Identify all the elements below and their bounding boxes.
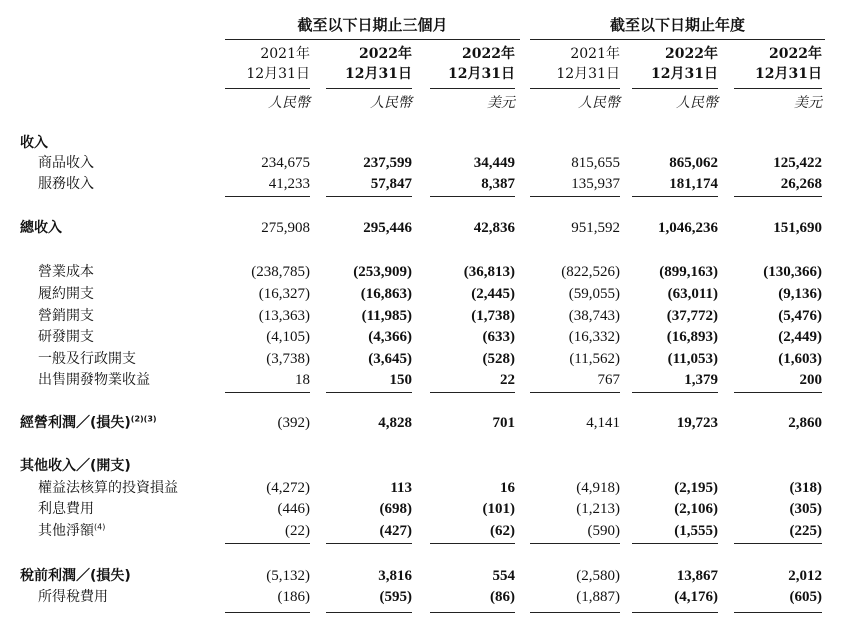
table-cell: 295,446 — [363, 220, 412, 236]
table-row — [0, 566, 846, 587]
table-cell: (37,772) — [666, 308, 718, 324]
table-cell: (2,445) — [471, 286, 515, 302]
table-cell: 767 — [597, 372, 620, 388]
subtotal-rule — [225, 392, 310, 393]
table-cell: (253,909) — [353, 264, 412, 280]
row-label — [38, 153, 94, 174]
subtotal-rule — [734, 543, 822, 544]
table-row — [0, 499, 846, 520]
row-label-text: 收入 — [20, 135, 48, 151]
column-date: 12月31日 — [755, 66, 822, 82]
table-cell: 34,449 — [473, 155, 515, 171]
row-label — [20, 413, 157, 434]
table-cell: (605) — [789, 589, 822, 605]
row-label — [38, 478, 178, 499]
bottom-rule — [530, 612, 620, 613]
table-cell: 2,012 — [788, 568, 822, 584]
table-cell: (427) — [379, 523, 412, 539]
table-cell: (1,887) — [576, 589, 620, 605]
row-label-text: 出售開發物業收益 — [38, 372, 150, 388]
table-cell: 234,675 — [261, 155, 310, 171]
group-title-quarter: 截至以下日期止三個月 — [297, 16, 448, 34]
subtotal-rule — [225, 196, 310, 197]
table-cell: (5,132) — [266, 568, 310, 584]
table-cell: (225) — [789, 523, 822, 539]
table-cell: 18 — [295, 372, 310, 388]
table-cell: 42,836 — [473, 220, 515, 236]
row-label-text: 其他淨額 — [38, 523, 94, 539]
column-year: 2022年 — [359, 46, 412, 62]
subtotal-rule — [225, 543, 310, 544]
table-cell: (1,603) — [778, 351, 822, 367]
table-cell: (11,985) — [361, 308, 412, 324]
subtotal-rule — [530, 543, 620, 544]
table-cell: (698) — [379, 501, 412, 517]
column-year: 2022年 — [769, 46, 822, 62]
column-header-rule — [225, 88, 310, 89]
table-cell: (38,743) — [568, 308, 620, 324]
subtotal-rule — [734, 392, 822, 393]
row-label-text: 履約開支 — [38, 286, 94, 302]
row-label — [20, 133, 48, 154]
table-row — [0, 174, 846, 195]
row-label — [38, 284, 94, 305]
column-currency: 美元 — [794, 95, 822, 111]
table-cell: 13,867 — [676, 568, 718, 584]
table-cell: 113 — [390, 480, 412, 496]
table-cell: (528) — [482, 351, 515, 367]
group-title-year: 截至以下日期止年度 — [609, 16, 745, 34]
table-cell: (2,195) — [674, 480, 718, 496]
subtotal-rule — [632, 543, 718, 544]
row-label — [38, 521, 105, 542]
table-row — [0, 284, 846, 305]
row-label-text: 營業成本 — [38, 264, 94, 280]
table-cell: (4,918) — [576, 480, 620, 496]
row-label-text: 服務收入 — [38, 176, 94, 192]
table-cell: 150 — [389, 372, 412, 388]
row-label — [38, 306, 94, 327]
row-label-text: 商品收入 — [38, 155, 94, 171]
row-label-text: 稅前利潤／(損失) — [20, 568, 131, 584]
row-label-text: 營銷開支 — [38, 308, 94, 324]
column-currency: 人民幣 — [578, 95, 620, 111]
table-cell: (1,555) — [674, 523, 718, 539]
table-cell: 57,847 — [370, 176, 412, 192]
subtotal-rule — [326, 543, 412, 544]
column-header-rule — [632, 88, 718, 89]
table-cell: 125,422 — [773, 155, 822, 171]
table-cell: 275,908 — [261, 220, 310, 236]
table-cell: (822,526) — [561, 264, 620, 280]
table-cell: 22 — [500, 372, 515, 388]
bottom-rule — [632, 612, 718, 613]
table-row — [0, 133, 846, 154]
row-label — [20, 566, 131, 587]
table-cell: 151,690 — [773, 220, 822, 236]
row-label — [38, 499, 94, 520]
table-cell: 135,937 — [571, 176, 620, 192]
table-cell: 951,592 — [571, 220, 620, 236]
table-cell: (633) — [482, 329, 515, 345]
table-cell: (63,011) — [667, 286, 718, 302]
table-cell: (4,272) — [266, 480, 310, 496]
table-cell: (5,476) — [778, 308, 822, 324]
table-cell: (4,366) — [368, 329, 412, 345]
table-cell: (130,366) — [763, 264, 822, 280]
table-cell: (899,163) — [659, 264, 718, 280]
column-date: 12月31日 — [345, 66, 412, 82]
table-cell: (392) — [277, 415, 310, 431]
row-label-text: 所得稅費用 — [38, 589, 108, 605]
table-cell: (16,863) — [360, 286, 412, 302]
table-cell: 8,387 — [481, 176, 515, 192]
group-rule-quarter — [225, 39, 520, 40]
table-cell: 3,816 — [378, 568, 412, 584]
row-label — [38, 349, 136, 370]
subtotal-rule — [430, 196, 515, 197]
subtotal-rule — [430, 543, 515, 544]
table-cell: 26,268 — [780, 176, 822, 192]
table-row — [0, 349, 846, 370]
column-year: 2022年 — [665, 46, 718, 62]
table-cell: (595) — [379, 589, 412, 605]
table-cell: (1,738) — [471, 308, 515, 324]
table-row — [0, 521, 846, 542]
table-row — [0, 370, 846, 391]
table-cell: 4,828 — [378, 415, 412, 431]
table-row — [0, 153, 846, 174]
table-cell: (3,738) — [266, 351, 310, 367]
row-label — [38, 262, 94, 283]
column-currency: 人民幣 — [676, 95, 718, 111]
subtotal-rule — [632, 392, 718, 393]
table-cell: (9,136) — [778, 286, 822, 302]
bottom-rule — [225, 612, 310, 613]
table-cell: 181,174 — [669, 176, 718, 192]
table-cell: (11,562) — [569, 351, 620, 367]
table-row — [0, 413, 846, 434]
column-date: 12月31日 — [556, 66, 620, 82]
row-label — [38, 587, 108, 608]
table-cell: (4,176) — [674, 589, 718, 605]
row-label-text: 權益法核算的投資損益 — [38, 480, 178, 496]
table-cell: 865,062 — [669, 155, 718, 171]
subtotal-rule — [326, 196, 412, 197]
row-label-text: 經營利潤／(損失) — [20, 415, 131, 431]
table-cell: (318) — [789, 480, 822, 496]
column-year: 2022年 — [462, 46, 515, 62]
row-label-text: 研發開支 — [38, 329, 94, 345]
table-cell: 4,141 — [586, 415, 620, 431]
table-cell: (1,213) — [576, 501, 620, 517]
table-cell: (446) — [277, 501, 310, 517]
table-row — [0, 306, 846, 327]
row-label-text: 其他收入／(開支) — [20, 458, 131, 474]
row-label — [38, 370, 150, 391]
column-currency: 人民幣 — [370, 95, 412, 111]
table-cell: (4,105) — [266, 329, 310, 345]
column-header-rule — [734, 88, 822, 89]
column-date: 12月31日 — [448, 66, 515, 82]
table-cell: (13,363) — [258, 308, 310, 324]
row-label — [20, 456, 131, 477]
subtotal-rule — [326, 392, 412, 393]
row-label — [38, 174, 94, 195]
column-currency: 美元 — [487, 95, 515, 111]
table-cell: 19,723 — [676, 415, 718, 431]
subtotal-rule — [734, 196, 822, 197]
table-cell: (186) — [277, 589, 310, 605]
table-cell: 815,655 — [571, 155, 620, 171]
table-row — [0, 478, 846, 499]
table-cell: 41,233 — [268, 176, 310, 192]
table-cell: (59,055) — [568, 286, 620, 302]
bottom-rule — [430, 612, 515, 613]
table-cell: 2,860 — [788, 415, 822, 431]
table-row — [0, 218, 846, 239]
table-cell: (16,893) — [666, 329, 718, 345]
table-cell: (238,785) — [251, 264, 310, 280]
table-row — [0, 456, 846, 477]
table-cell: 701 — [492, 415, 515, 431]
table-row — [0, 587, 846, 608]
row-label — [20, 218, 62, 239]
table-row — [0, 327, 846, 348]
column-date: 12月31日 — [246, 66, 310, 82]
table-cell: (2,580) — [576, 568, 620, 584]
table-cell: 1,046,236 — [658, 220, 718, 236]
table-cell: (16,332) — [568, 329, 620, 345]
table-cell: 237,599 — [363, 155, 412, 171]
table-cell: 200 — [799, 372, 822, 388]
table-cell: (2,106) — [674, 501, 718, 517]
table-cell: (305) — [789, 501, 822, 517]
footnote-ref: (2)(3) — [130, 414, 157, 424]
table-cell: 16 — [500, 480, 515, 496]
table-cell: 554 — [492, 568, 515, 584]
table-cell: (86) — [490, 589, 515, 605]
subtotal-rule — [430, 392, 515, 393]
subtotal-rule — [530, 196, 620, 197]
subtotal-rule — [530, 392, 620, 393]
column-year: 2021年 — [570, 46, 620, 62]
table-cell: (22) — [285, 523, 310, 539]
table-cell: (101) — [482, 501, 515, 517]
column-header-rule — [326, 88, 412, 89]
column-date: 12月31日 — [651, 66, 718, 82]
table-cell: (11,053) — [667, 351, 718, 367]
table-row — [0, 262, 846, 283]
column-currency: 人民幣 — [268, 95, 310, 111]
table-cell: (36,813) — [463, 264, 515, 280]
row-label — [38, 327, 94, 348]
bottom-rule — [326, 612, 412, 613]
table-cell: 1,379 — [684, 372, 718, 388]
table-cell: (3,645) — [368, 351, 412, 367]
group-rule-year — [530, 39, 825, 40]
table-cell: (62) — [490, 523, 515, 539]
row-label-text: 利息費用 — [38, 501, 94, 517]
column-header-rule — [430, 88, 515, 89]
table-cell: (590) — [587, 523, 620, 539]
bottom-rule — [734, 612, 822, 613]
row-label-text: 總收入 — [20, 220, 62, 236]
column-header-rule — [530, 88, 620, 89]
footnote-ref: (4) — [94, 522, 106, 532]
table-cell: (2,449) — [778, 329, 822, 345]
subtotal-rule — [632, 196, 718, 197]
row-label-text: 一般及行政開支 — [38, 351, 136, 367]
table-cell: (16,327) — [258, 286, 310, 302]
column-year: 2021年 — [260, 46, 310, 62]
